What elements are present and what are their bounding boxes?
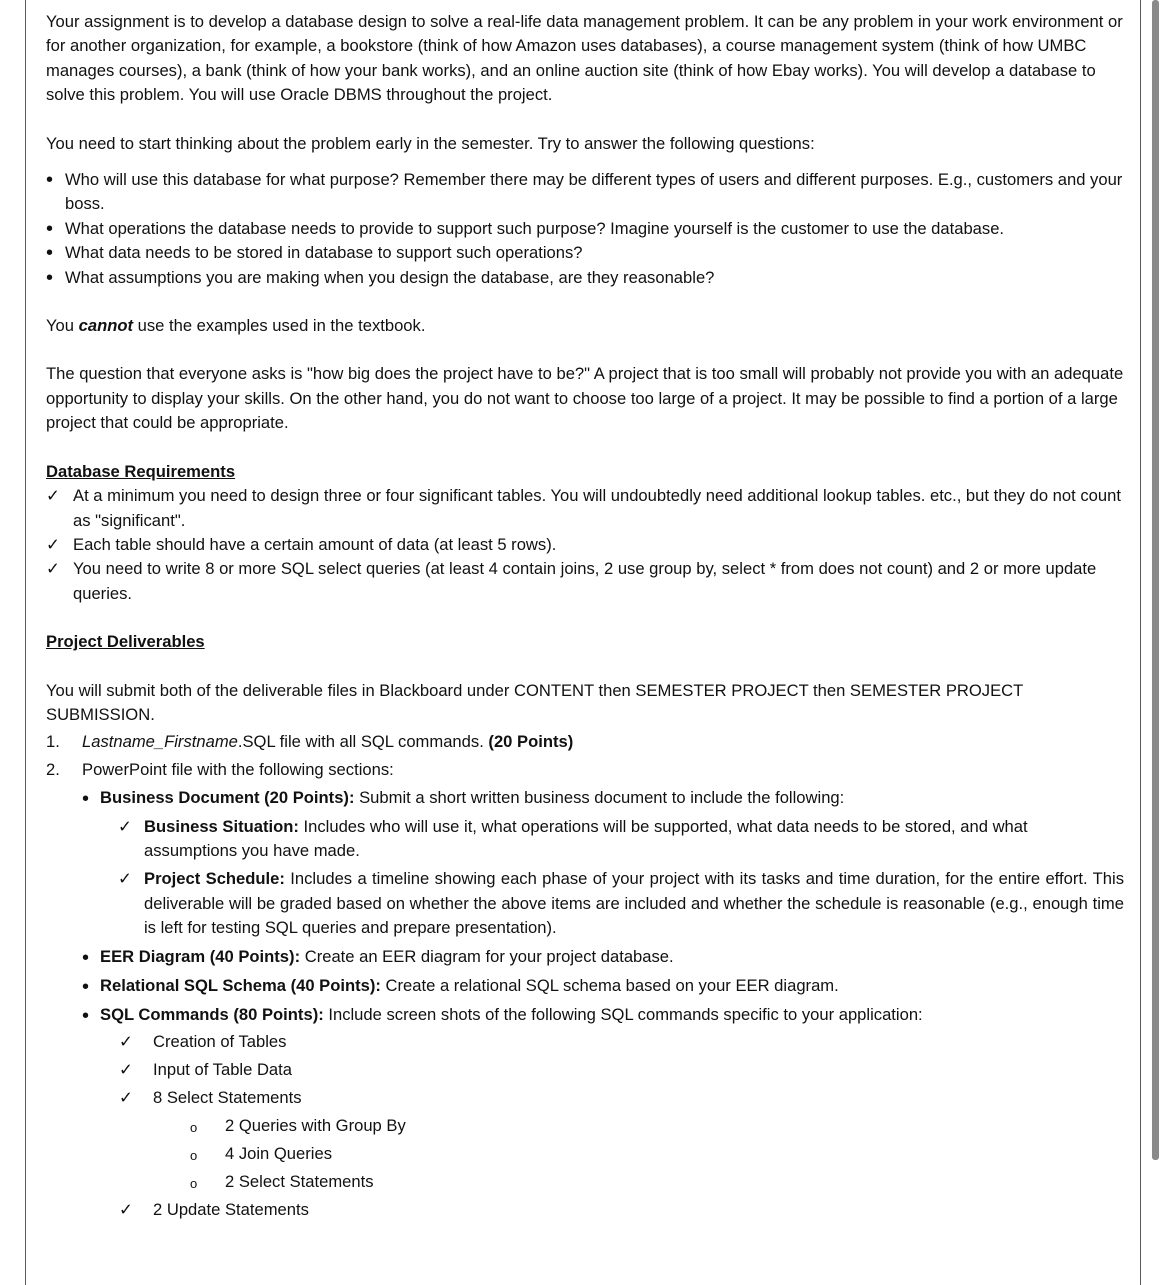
section-relational-schema: • Relational SQL Schema (40 Points): Create a relational SQL schema based on your EER diagram.	[82, 976, 839, 998]
list-item: • What operations the database needs to provide to support such purpose? Imagine yourself is the customer to use the database.	[46, 217, 1124, 241]
project-size-paragraph: The question that everyone asks is "how big does the project have to be?" A project that is too small will probably not provide you with an adequate opportunity to display your skills. On the other hand, you do not want to choose too large of a project. It may be possible to find a portion of a large project that could be appropriate.	[46, 364, 1124, 433]
intro-paragraph: Your assignment is to develop a database design to solve a real-life data management problem. It can be any problem in your work environment or for another organization, for example, a bookstore (think of how Amazon uses databases), a course management system (think of how UMBC manages courses), a bank (think of how your bank works), and an online auction site (think of how Ebay works). You will develop a database to solve this problem. You will use Oracle DBMS throughout the project.	[46, 12, 1123, 105]
document-page	[25, 0, 1141, 1285]
checkmark-icon: ✓	[119, 1087, 133, 1107]
sql-item-update: ✓ 2 Update Statements	[119, 1196, 1124, 1224]
bullet-icon: •	[82, 946, 90, 969]
section-sql-commands: • SQL Commands (80 Points): Include screen shots of the following SQL commands specific to your application:	[82, 1005, 923, 1028]
document-content	[46, 10, 1124, 1224]
list-item: • What data needs to be stored in database to support such operations?	[46, 241, 1124, 265]
list-item: ✓ At a minimum you need to design three or four significant tables. You will undoubtedly need additional lookup tables. etc., but they do not count as "significant".	[46, 486, 1121, 530]
section-eer-diagram: • EER Diagram (40 Points): Create an EER diagram for your project database.	[82, 946, 674, 969]
deliverable-item-sql-file: 1. Lastname_Firstname.SQL file with all SQL commands. (20 Points)	[46, 732, 574, 752]
requirements-list	[46, 484, 1124, 606]
list-item: • What assumptions you are making when you design the database, are they reasonable?	[46, 266, 1124, 290]
checkmark-icon: ✓	[46, 559, 60, 579]
bullet-icon: •	[82, 788, 90, 811]
bullet-icon: •	[82, 976, 90, 998]
bullet-icon: •	[82, 1005, 90, 1028]
sql-item-input: ✓ Input of Table Data	[119, 1056, 1124, 1084]
sql-item-select: ✓ 8 Select Statements	[119, 1084, 1124, 1112]
checkmark-icon: ✓	[46, 534, 60, 554]
checkmark-icon: ✓	[119, 1199, 133, 1219]
circle-bullet-icon: o	[190, 1147, 198, 1163]
deliverables-heading: Project Deliverables	[46, 632, 205, 652]
section-business-document: • Business Document (20 Points): Submit a short written business document to include the following: ✓ Business Situation: Includes who will use it, what operations will be supported, what data needs to be stored, and what assumptions you have made. ✓ Project Schedule: Includes a timeline showing each phase of your project with its tasks and time duration, for the entire effort. This deliverable will be graded based on whether the above items are included and whether the schedule is reasonable (e.g., enough time is left for testing SQL queries and prepare presentation).	[82, 786, 1124, 940]
questions-intro: You need to start thinking about the problem early in the semester. Try to answer the following questions:	[46, 133, 815, 153]
checkmark-icon: ✓	[46, 486, 60, 506]
checkmark-icon: ✓	[118, 816, 132, 836]
list-item: ✓ You need to write 8 or more SQL select queries (at least 4 contain joins, 2 use group by, select * from does not count) and 2 or more update queries.	[46, 559, 1097, 603]
circle-bullet-icon: o	[190, 1175, 198, 1191]
deliverable-item-powerpoint: 2. PowerPoint file with the following sections:	[46, 759, 394, 779]
list-item: • Who will use this database for what purpose? Remember there may be different types of users and different purposes. E.g., customers and your boss.	[46, 168, 1124, 217]
deliverables-intro: You will submit both of the deliverable files in Blackboard under CONTENT then SEMESTER PROJECT then SEMESTER PROJECT SUBMISSION.	[46, 680, 1023, 724]
section-project-schedule: ✓ Project Schedule: Includes a timeline showing each phase of your project with its tasks and time duration, for the entire effort. This deliverable will be graded based on whether the above items are included and whether the schedule is reasonable (e.g., enough time is left for testing SQL queries and prepare presentation).	[118, 869, 1124, 938]
requirements-heading: Database Requirements	[46, 461, 236, 481]
questions-list	[46, 168, 1124, 290]
checkmark-icon: ✓	[118, 869, 132, 889]
list-item: o 2 Select Statements	[190, 1168, 1124, 1196]
checkmark-icon: ✓	[119, 1059, 133, 1079]
list-item: ✓ Each table should have a certain amount of data (at least 5 rows).	[46, 533, 1124, 557]
sql-item-creation: ✓ Creation of Tables	[119, 1028, 1124, 1056]
vertical-scrollbar[interactable]	[1152, 0, 1159, 1160]
circle-bullet-icon: o	[190, 1119, 198, 1135]
list-item: o 2 Queries with Group By	[190, 1112, 1124, 1140]
checkmark-icon: ✓	[119, 1031, 133, 1051]
cannot-note: You cannot use the examples used in the textbook.	[46, 316, 426, 336]
section-business-situation: ✓ Business Situation: Includes who will use it, what operations will be supported, what data needs to be stored, and what assumptions you have made.	[118, 816, 1028, 860]
list-item: o 4 Join Queries	[190, 1140, 1124, 1168]
